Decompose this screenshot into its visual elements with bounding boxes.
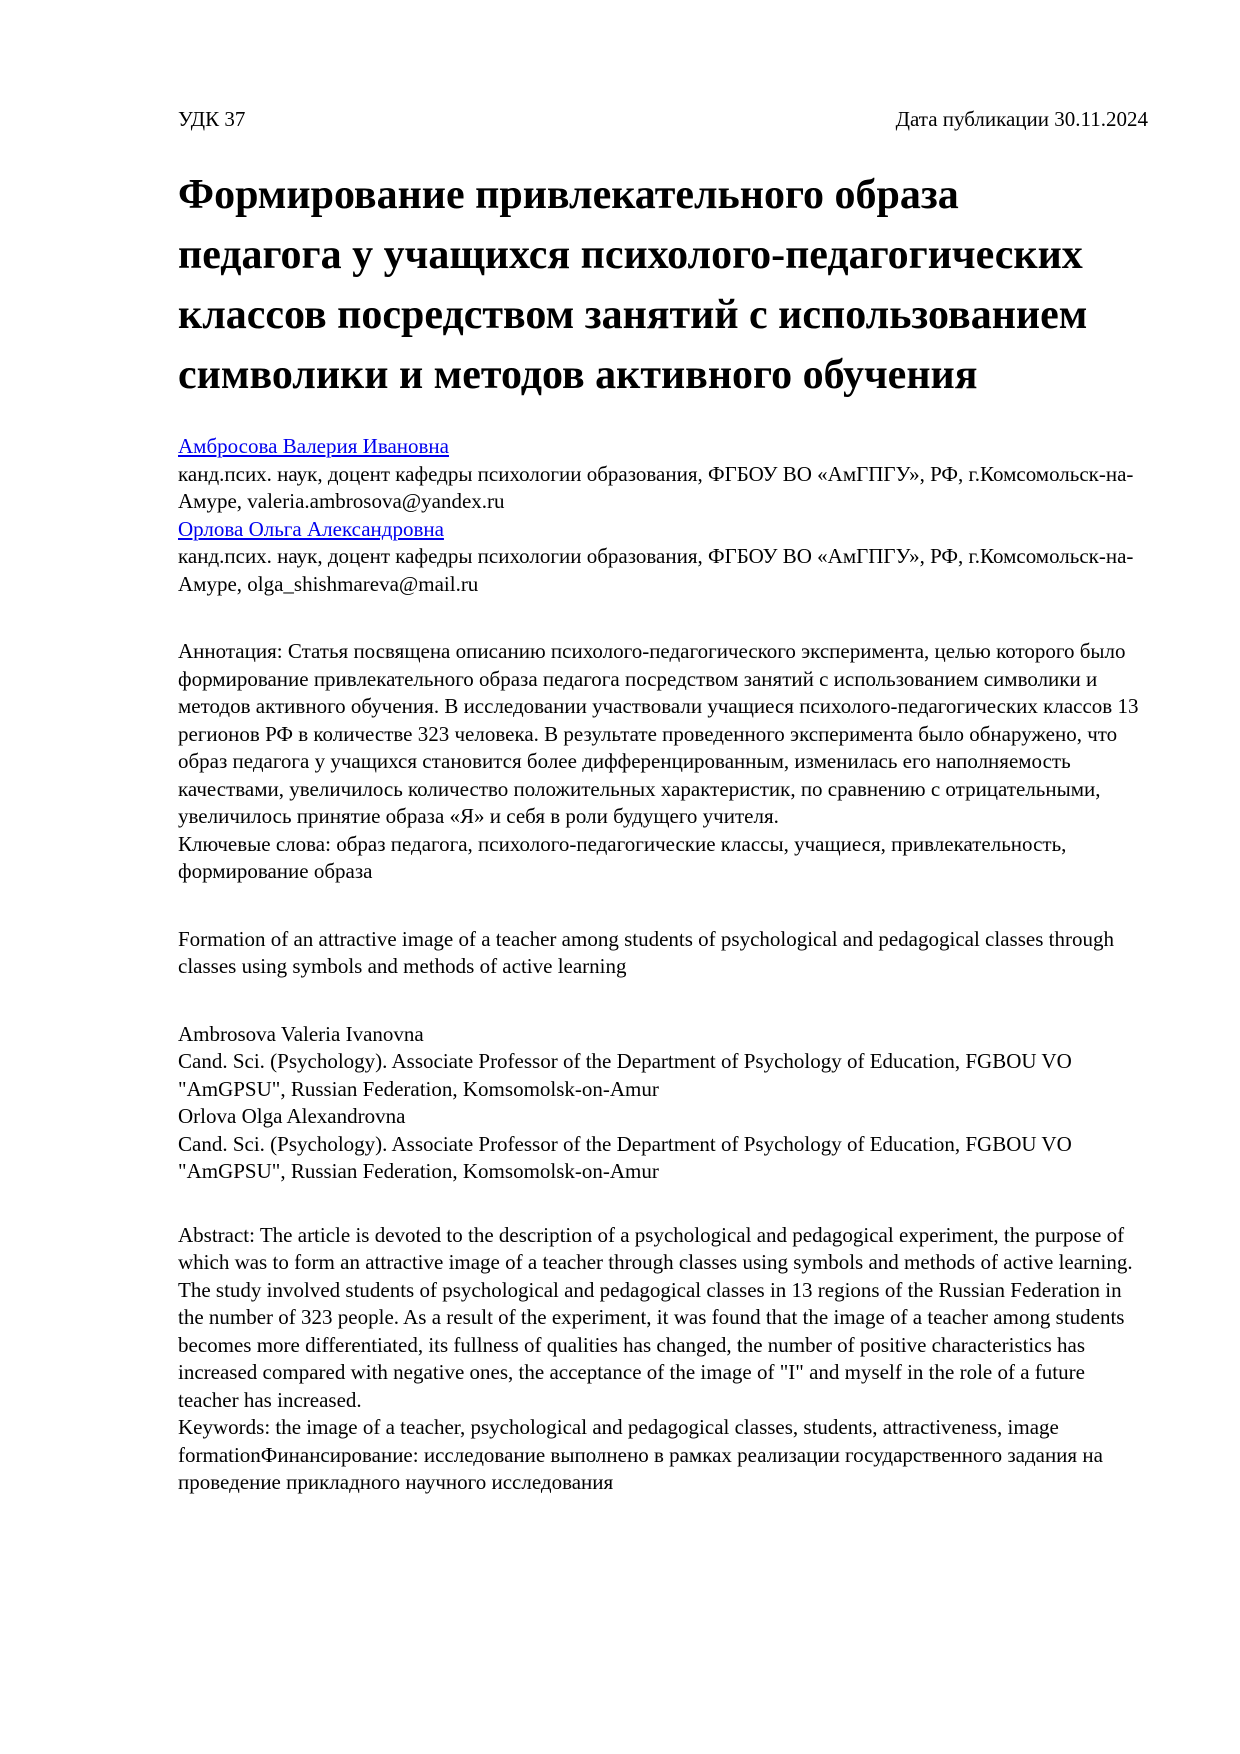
article-title-ru: Формирование привлекательного образа педагога у учащихся психолого-педагогических классов посредством занятий с использованием символики и методов активного обучения <box>178 172 1088 398</box>
author-affiliation-en: Cand. Sci. (Psychology). Associate Professor of the Department of Psychology of Education, FGBOU VO "AmGPSU", Russian Federation, Komsomolsk-on-Amur <box>178 1049 1072 1101</box>
author-name-en: Ambrosova Valeria Ivanovna <box>178 1021 424 1046</box>
authors-block-ru <box>178 433 1148 598</box>
author-row <box>178 516 1148 544</box>
page-header <box>178 106 1148 133</box>
abstract-text-ru: Аннотация: Статья посвящена описанию психолого-педагогического эксперимента, целью которого было формирование привлекательного образа педагога посредством занятий с использованием символики и методов активного обучения. В исследовании участвовали учащиеся психолого-педагогических классов 13 регионов РФ в количестве 323 человека. В результате проведенного эксперимента было обнаружено, что образ педагога у учащихся становится более дифференцированным, изменилась его наполняемость качествами, увеличилось количество положительных характеристик, по сравнению с отрицательными, увеличилось принятие образа «Я» и себя в роли будущего учителя. <box>178 639 1139 828</box>
author-affiliation-ru: канд.псих. наук, доцент кафедры психологии образования, ФГБОУ ВО «АмГПГУ», РФ, г.Комсомольск-на-Амуре, valeria.ambrosova@yandex.ru <box>178 461 1134 513</box>
publication-date: Дата публикации 30.11.2024 <box>895 107 1148 131</box>
author-row <box>178 433 1148 461</box>
abstract-block-en <box>178 1222 1148 1497</box>
author-affiliation-ru: канд.псих. наук, доцент кафедры психологии образования, ФГБОУ ВО «АмГПГУ», РФ, г.Комсомольск-на-Амуре, olga_shishmareva@mail.ru <box>178 544 1134 596</box>
keywords-ru: Ключевые слова: образ педагога, психолого-педагогические классы, учащиеся, привлекательность, формирование образа <box>178 831 1067 883</box>
author-link-ambrosova-ru[interactable]: Амбросова Валерия Ивановна <box>178 434 449 458</box>
author-name-en: Orlova Olga Alexandrovna <box>178 1104 406 1128</box>
article-title-en: Formation of an attractive image of a teacher among students of psychological and pedagogical classes through classes using symbols and methods of active learning <box>178 926 1114 978</box>
keywords-en-and-funding: Keywords: the image of a teacher, psychological and pedagogical classes, students, attractiveness, image formationФинансирование: исследование выполнено в рамках реализации государственного задания на проведение прикладного научного исследования <box>178 1415 1103 1494</box>
author-link-orlova-ru[interactable]: Орлова Ольга Александровна <box>178 516 444 541</box>
abstract-block-ru <box>178 638 1148 886</box>
author-affiliation-en: Cand. Sci. (Psychology). Associate Professor of the Department of Psychology of Education, FGBOU VO "AmGPSU", Russian Federation, Komsomolsk-on-Amur <box>178 1131 1072 1183</box>
authors-block-en <box>178 1021 1148 1186</box>
udk-label: УДК 37 <box>178 107 246 131</box>
abstract-text-en: Abstract: The article is devoted to the description of a psychological and pedagogical experiment, the purpose of which was to form an attractive image of a teacher through classes using symbols and methods of active learning. The study involved students of psychological and pedagogical classes in 13 regions of the Russian Federation in the number of 323 people. As a result of the experiment, it was found that the image of a teacher among students becomes more differentiated, its fullness of qualities has changed, the number of positive characteristics has increased compared with negative ones, the acceptance of the image of "I" and myself in the role of a future teacher has increased. <box>178 1222 1133 1412</box>
